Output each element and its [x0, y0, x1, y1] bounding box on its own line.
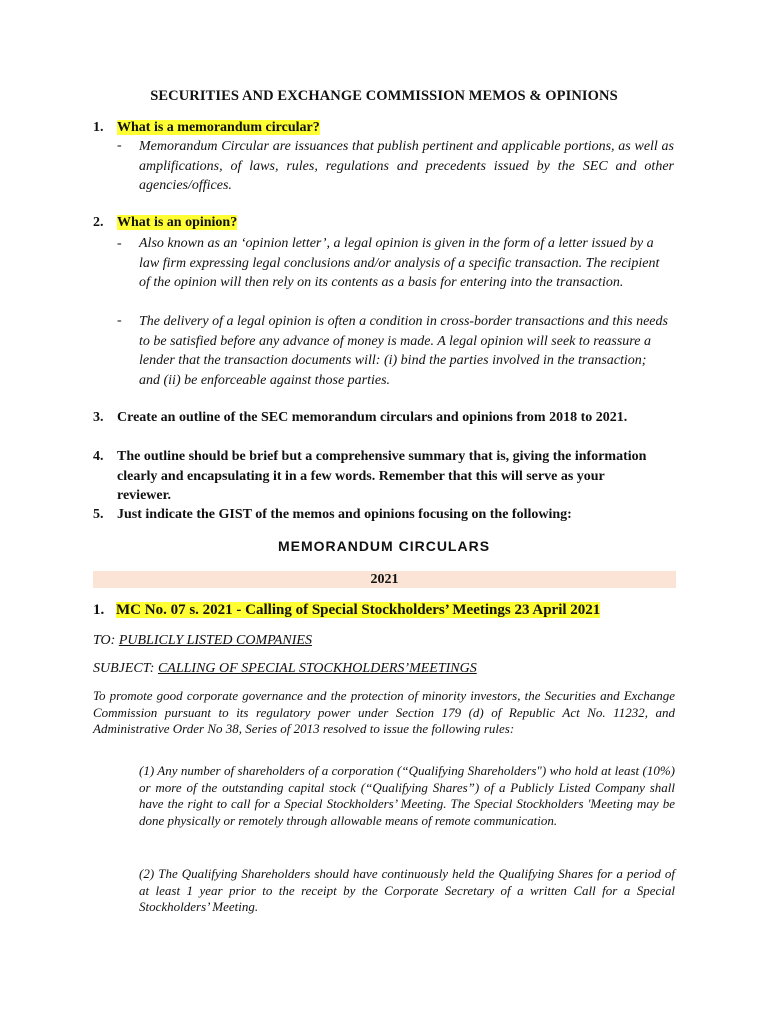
item-5-number: 5. — [93, 507, 104, 522]
mc-rule-2: (2) The Qualifying Shareholders should have continuously held the Qualifying Shares for a period of at least 1 year prior to the receipt by the Corporate Secretary of a written Call for a Special Stockholders’ Meeting. — [139, 866, 675, 914]
item-4-number: 4. — [93, 449, 104, 464]
mc-rule-1: (1) Any number of shareholders of a corporation (“Qualifying Shareholders") who hold at least (10%) or more of the outstanding capital stock (“Qualifying Shares”) of a Publicly Listed Company shall have the right to call for a Special Stockholders’ Meeting. The Special Stockholders 'Meeting may be done physically or remotely through allowable means of remote communication. — [139, 763, 675, 828]
subject-label: SUBJECT: — [93, 661, 155, 676]
q1-answer: Memorandum Circular are issuances that publish pertinent and applicable portions, as well as amplifications, of laws, rules, regulations and precedents issued by the SEC and other agencies/offices. — [139, 139, 674, 193]
item-5-text: Just indicate the GIST of the memos and opinions focusing on the following: — [117, 507, 572, 522]
section-heading: MEMORANDUM CIRCULARS — [277, 538, 491, 554]
item-3-text: Create an outline of the SEC memorandum circulars and opinions from 2018 to 2021. — [117, 410, 628, 425]
subject-value: CALLING OF SPECIAL STOCKHOLDERS’MEETINGS — [157, 661, 477, 676]
item-3-number: 3. — [93, 410, 104, 425]
to-label: TO: — [93, 633, 116, 648]
q2-question — [117, 215, 237, 231]
q2-bullet-1: Also known as an ‘opinion letter’, a legal opinion is given in the form of a letter issued by a law firm expressing legal conclusions and/or analysis of a specific transaction. The recipient of the opinion will then rely on its contents as a basis for entering into the transaction. — [139, 236, 660, 290]
mc-title-text: MC No. 07 s. 2021 - Calling of Special Stockholders’ Meetings 23 April 2021 — [116, 602, 601, 618]
mc-title — [93, 602, 600, 619]
year-band: 2021 — [93, 571, 676, 588]
q1-number: 1. — [93, 120, 104, 135]
q2-number: 2. — [93, 215, 104, 230]
q1-dash: - — [117, 138, 122, 153]
page-title: SECURITIES AND EXCHANGE COMMISSION MEMOS & OPINIONS — [150, 88, 618, 104]
q2-bullet-2: The delivery of a legal opinion is often a condition in cross-border transactions and this needs to be satisfied before any advance of money is made. A legal opinion will seek to reassure a lender that the transaction documents will: (i) bind the parties involved in the transaction; and (ii) be enforceable against those parties. — [139, 314, 668, 388]
to-value: PUBLICLY LISTED COMPANIES — [118, 633, 312, 648]
q1-question-text: What is a memorandum circular? — [117, 120, 320, 135]
q2-dash-1: - — [117, 236, 122, 251]
mc-number: 1. — [93, 602, 105, 618]
to-line — [93, 633, 312, 649]
subject-line — [93, 661, 477, 677]
q2-question-text: What is an opinion? — [117, 215, 238, 230]
q2-dash-2: - — [117, 313, 122, 328]
q1-question — [117, 120, 320, 136]
mc-intro: To promote good corporate governance and the protection of minority investors, the Securities and Exchange Commission pursuant to its regulatory power under Section 179 (d) of Republic Act No. 11232, and Administrative Order No 38, Series of 2013 resolved to issue the following rules: — [93, 688, 675, 736]
item-4-text: The outline should be brief but a comprehensive summary that is, giving the information clearly and encapsulating it in a few words. Remember that this will serve as your reviewer. — [117, 449, 647, 503]
